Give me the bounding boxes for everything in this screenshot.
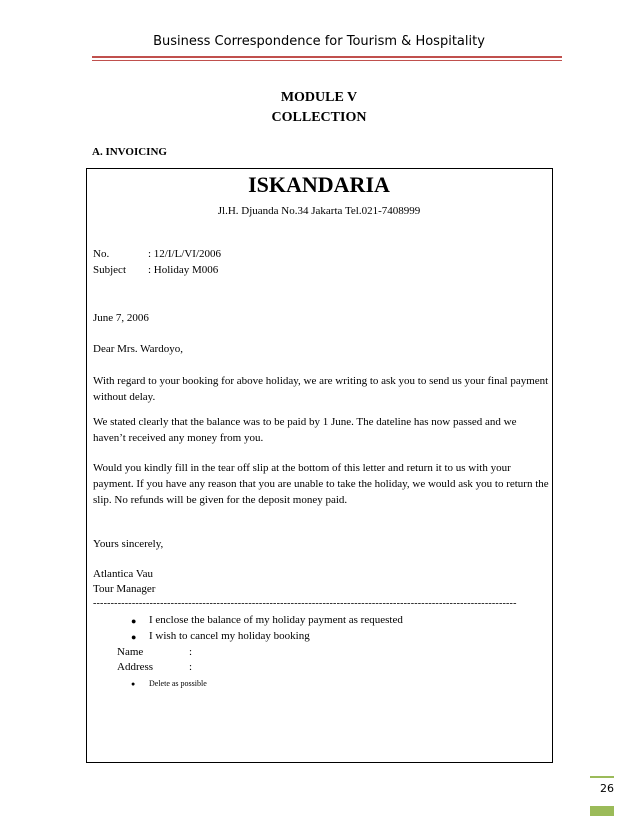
letter-date: June 7, 2006 bbox=[93, 312, 149, 324]
salutation: Dear Mrs. Wardoyo, bbox=[93, 343, 183, 355]
section-title: A. INVOICING bbox=[92, 146, 167, 158]
running-header: Business Correspondence for Tourism & Hospitality bbox=[153, 34, 485, 49]
address-label: Address bbox=[117, 661, 154, 673]
company-address: Jl.H. Djuanda No.34 Jakarta Tel.021-7408999 bbox=[217, 205, 421, 217]
name-colon: : bbox=[189, 646, 193, 658]
no-value: : 12/I/L/VI/2006 bbox=[148, 248, 222, 260]
bullet-icon: ● bbox=[131, 632, 137, 642]
tear-off-divider: ------------------------------------------------------------------------------------------------------------------------ bbox=[93, 598, 517, 609]
header-rule-thin bbox=[92, 60, 562, 61]
module-number: MODULE V bbox=[280, 90, 358, 105]
page-number-bar bbox=[590, 806, 614, 816]
closing: Yours sincerely, bbox=[93, 538, 164, 550]
paragraph-2: We stated clearly that the balance was to be paid by 1 June. The dateline has now passed and we haven’t received any money from you. bbox=[93, 416, 517, 444]
paragraph-3: Would you kindly fill in the tear off slip at the bottom of this letter and return it to us with your payment. If you have any reason that you are unable to take the holiday, we would ask you to return the slip. No refunds will be given for the deposit money paid. bbox=[93, 462, 549, 506]
header-rule bbox=[92, 56, 562, 58]
no-label: No. bbox=[93, 248, 110, 260]
address-colon: : bbox=[189, 661, 193, 673]
signer-title: Tour Manager bbox=[93, 583, 156, 595]
slip-note: Delete as possible bbox=[149, 679, 207, 688]
name-label: Name bbox=[117, 646, 144, 658]
page-number: 26 bbox=[590, 776, 614, 800]
slip-option-payment: I enclose the balance of my holiday payment as requested bbox=[149, 614, 403, 626]
paragraph-1: With regard to your booking for above holiday, we are writing to ask you to send us your final payment without delay. bbox=[93, 375, 549, 403]
slip-option-cancel: I wish to cancel my holiday booking bbox=[149, 630, 310, 642]
subject-value: : Holiday M006 bbox=[148, 264, 219, 276]
subject-label: Subject bbox=[93, 264, 126, 276]
bullet-icon: ● bbox=[131, 680, 136, 688]
bullet-icon: ● bbox=[131, 616, 137, 626]
company-name: ISKANDARIA bbox=[248, 172, 390, 197]
signer-name: Atlantica Vau bbox=[93, 568, 153, 580]
module-title: COLLECTION bbox=[271, 110, 367, 125]
